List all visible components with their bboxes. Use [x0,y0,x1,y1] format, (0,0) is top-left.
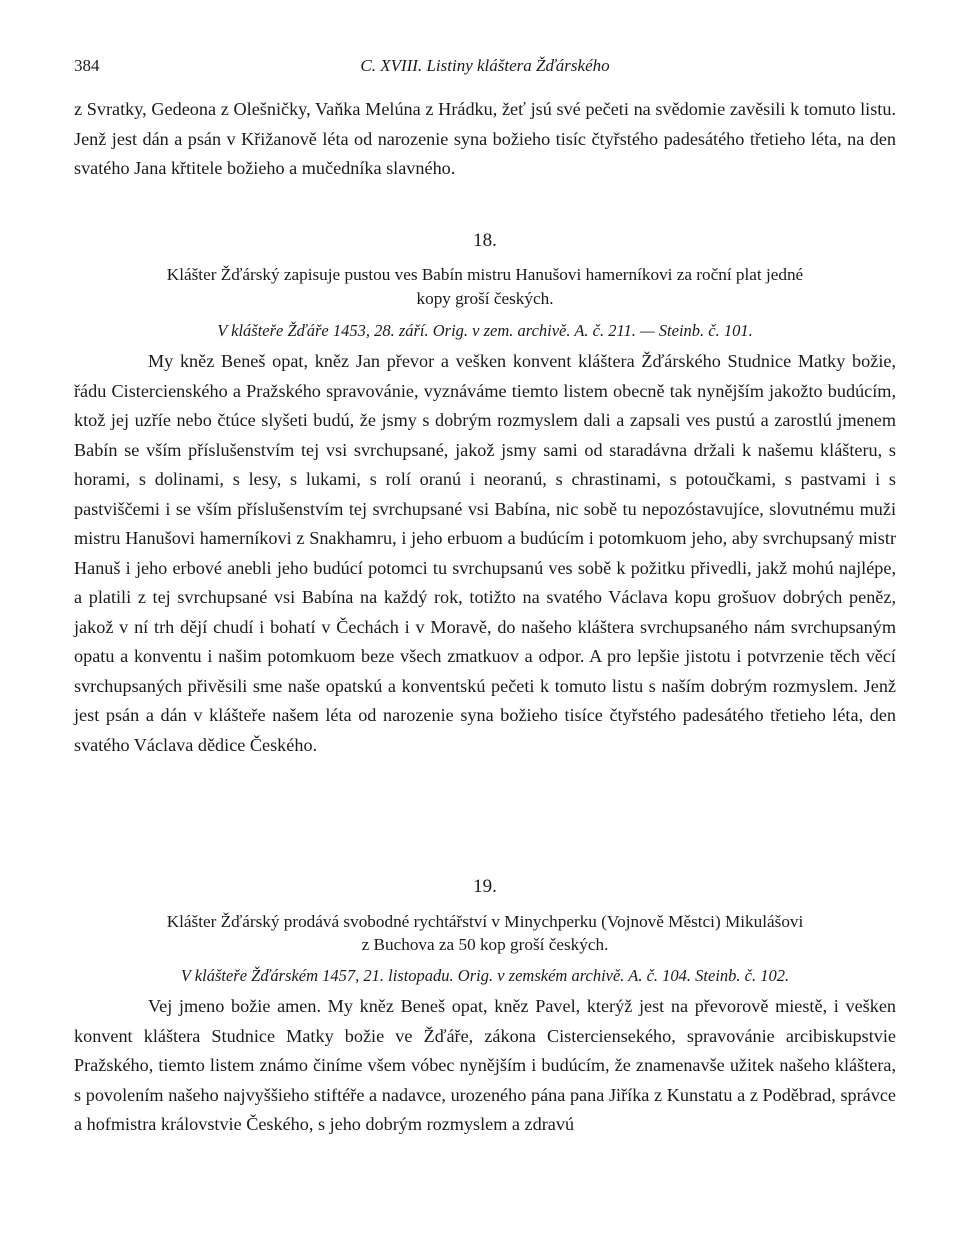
document-source-18: V klášteře Žďáře 1453, 28. září. Orig. v zem. archivě. A. č. 211. — Steinb. č. 101. [217,321,753,340]
running-title: C. XVIII. Listiny kláštera Žďárského [360,56,610,75]
document-number-18: 18. [473,230,497,251]
document-source-19: V klášteře Žďárském 1457, 21. listopadu. Orig. v zemském archivě. A. č. 104. Steinb. č. 102. [180,966,790,985]
document-summary-19-line1: Klášter Žďárský prodává svobodné rychtářství v Minychperku (Vojnově Městci) Mikulášovi [166,912,804,931]
document-text-19: Vej jmeno božie amen. My kněz Beneš opat, kněz Pavel, kterýž jest na převorově miestě, i vešken konvent kláštera Studnice Matky božie ve Žďáře, zákona Cisterciensekého, spravovánie arcibiskupstvie Pražského, tiemto listem známo činíme všem vóbec nynějším i budúcím, že znamenavše užitek našeho kláštera, s povolením našeho najvyššieho stiftéře a nadavce, urozeného pána pana Jiříka z Kunstatu a z Poděbrad, správce a hofmistra královstvie Českého, s jeho dobrým rozmyslem a zdravú [74,996,896,1134]
document-summary-18-line2: kopy groší českých. [416,289,554,308]
continuation-paragraph: z Svratky, Gedeona z Olešničky, Vaňka Melúna z Hrádku, žeť jsú své pečeti na svědomie zavěsili k tomuto listu. Jenž jest dán a psán v Křižanově léta od narozenie syna božieho tisíc čtyřstého padesátého třetieho léta, na den svatého Jana křtitele božieho a mučedníka slavného. [74,99,896,178]
document-summary-18-line1: Klášter Žďárský zapisuje pustou ves Babín mistru Hanušovi hamerníkovi za roční plat jedné [166,265,804,284]
document-number-19: 19. [473,876,497,897]
document-text-18: My kněz Beneš opat, kněz Jan převor a vešken konvent kláštera Žďárského Studnice Matky božie, řádu Cistercienského a Pražského spravovánie, vyznáváme tiemto listem obecně tak nynějším jakožto budúcím, ktož jej uzříe nebo čtúce slyšeti budú, že jsmy s dobrým rozmyslem dali a zapsali ves pustú a zarostlú jmenem Babín se vším příslušenstvím tej vsi svrchupsané, jakož jsmy sami od staradávna držali k našemu klášteru, s horami, s dolinami, s lesy, s lukami, s rolí oranú i neoranú, s chrastinami, s potoučkami, s pastvami i s pastviščemi i se vším příslušenstvím tej svrchupsané vsi Babína, nic sobě tu nepozóstavujíce, slovutnému muži mistru Hanušovi hamerníkovi z Snakhamru, i jeho erbuom a budúcím i potomkuom jeho, aby svrchupsaný mistr Hanuš i jeho erbové anebli jeho budúcí potomci tu svrchupsanú ves sobě k požitku přivedli, jakž mohú najlépe, a platili z tej svrchupsané vsi Babína na každý rok, totižto na svatého Václava kopu grošuov dobrých peněz, jakož v ní trh dějí chudí i bohatí v Čechách i v Moravě, do našeho kláštera svrchupsaného nám svrchupsaným opatu a konventu i našim potomkuom beze všech zmatkuov a odpor. A pro lepšie jistotu i potvrzenie těch věcí svrchupsaných přivěsili sme naše opatskú a konventskú pečeti k tomuto listu s naším dobrým rozmyslem. Jenž jest psán a dán v klášteře našem léta od narozenie syna božieho tisíce čtyřstého padesátého třetieho léta, den svatého Václava dědice Českého. [74,351,896,755]
document-summary-19-line2: z Buchova za 50 kop groší českých. [361,935,609,954]
page-number: 384 [74,56,100,75]
running-header [74,56,896,86]
